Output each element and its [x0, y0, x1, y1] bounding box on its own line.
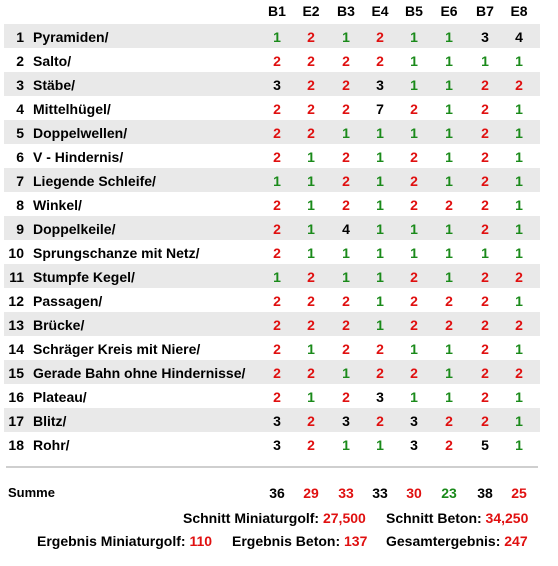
hole-name: Salto/ — [33, 53, 72, 69]
score-cell: 5 — [481, 437, 489, 453]
score-cell: 1 — [515, 221, 523, 237]
score-cell: 2 — [307, 437, 315, 453]
score-cell: 2 — [307, 365, 315, 381]
score-cell: 2 — [515, 77, 523, 93]
score-cell: 2 — [481, 389, 489, 405]
hole-number: 13 — [8, 317, 24, 333]
score-cell: 1 — [342, 437, 350, 453]
score-cell: 3 — [376, 77, 384, 93]
table-row — [4, 48, 540, 72]
score-cell: 1 — [307, 197, 315, 213]
table-row — [4, 312, 540, 336]
score-cell: 2 — [481, 173, 489, 189]
score-cell: 1 — [445, 53, 453, 69]
score-cell: 2 — [342, 101, 350, 117]
score-cell: 2 — [481, 269, 489, 285]
score-cell: 3 — [273, 413, 281, 429]
ergebnis-miniaturgolf-value: 110 — [189, 533, 213, 549]
score-cell: 2 — [307, 317, 315, 333]
score-cell: 2 — [481, 413, 489, 429]
table-row — [4, 72, 540, 96]
score-cell: 1 — [410, 53, 418, 69]
score-cell: 3 — [410, 413, 418, 429]
hole-number: 2 — [16, 53, 24, 69]
score-cell: 1 — [445, 101, 453, 117]
score-cell: 1 — [410, 221, 418, 237]
score-cell: 1 — [445, 77, 453, 93]
score-cell: 1 — [376, 437, 384, 453]
score-cell: 3 — [342, 413, 350, 429]
score-cell: 1 — [273, 269, 281, 285]
score-cell: 2 — [481, 317, 489, 333]
score-cell: 1 — [342, 269, 350, 285]
score-cell: 2 — [273, 149, 281, 165]
table-row — [4, 192, 540, 216]
score-cell: 3 — [273, 437, 281, 453]
score-cell: 2 — [273, 101, 281, 117]
score-cell: 1 — [376, 245, 384, 261]
score-cell: 1 — [410, 29, 418, 45]
score-cell: 2 — [273, 317, 281, 333]
score-cell: 2 — [410, 365, 418, 381]
hole-number: 15 — [8, 365, 24, 381]
summe-value: 38 — [477, 485, 493, 501]
hole-number: 4 — [16, 101, 24, 117]
score-cell: 2 — [515, 365, 523, 381]
score-cell: 3 — [410, 437, 418, 453]
score-cell: 2 — [410, 293, 418, 309]
score-cell: 2 — [273, 125, 281, 141]
table-row — [4, 240, 540, 264]
hole-name: Stumpfe Kegel/ — [33, 269, 135, 285]
hole-number: 3 — [16, 77, 24, 93]
score-cell: 2 — [481, 221, 489, 237]
score-cell: 2 — [342, 197, 350, 213]
score-cell: 2 — [376, 365, 384, 381]
score-cell: 1 — [410, 245, 418, 261]
score-cell: 2 — [515, 269, 523, 285]
hole-number: 6 — [16, 149, 24, 165]
score-cell: 2 — [342, 53, 350, 69]
score-cell: 4 — [342, 221, 350, 237]
column-header-e4: E4 — [371, 3, 389, 19]
column-header-b1: B1 — [268, 3, 286, 19]
table-row — [4, 264, 540, 288]
score-cell: 1 — [515, 149, 523, 165]
score-cell: 1 — [515, 125, 523, 141]
score-cell: 1 — [515, 341, 523, 357]
column-header-b5: B5 — [405, 3, 423, 19]
score-cell: 2 — [410, 269, 418, 285]
score-cell: 1 — [445, 125, 453, 141]
score-cell: 2 — [307, 77, 315, 93]
hole-number: 11 — [9, 269, 24, 285]
score-cell: 1 — [515, 437, 523, 453]
hole-name: Doppelwellen/ — [33, 125, 128, 141]
score-cell: 1 — [376, 293, 384, 309]
score-cell: 2 — [342, 317, 350, 333]
hole-number: 10 — [8, 245, 24, 261]
score-cell: 1 — [445, 245, 453, 261]
column-header-e8: E8 — [510, 3, 528, 19]
hole-number: 16 — [8, 389, 24, 405]
score-cell: 2 — [481, 149, 489, 165]
hole-number: 18 — [8, 437, 24, 453]
summe-value: 36 — [269, 485, 285, 501]
hole-name: Blitz/ — [33, 413, 67, 429]
score-cell: 2 — [376, 413, 384, 429]
score-cell: 2 — [481, 341, 489, 357]
score-cell: 1 — [445, 269, 453, 285]
score-cell: 2 — [481, 365, 489, 381]
score-cell: 2 — [481, 197, 489, 213]
summe-value: 25 — [511, 485, 527, 501]
hole-number: 9 — [16, 221, 24, 237]
score-cell: 3 — [376, 389, 384, 405]
hole-name: Stäbe/ — [33, 77, 76, 93]
score-cell: 1 — [481, 53, 489, 69]
score-cell: 1 — [376, 197, 384, 213]
score-cell: 7 — [376, 101, 384, 117]
table-row — [4, 432, 540, 456]
score-cell: 1 — [481, 245, 489, 261]
score-cell: 1 — [445, 149, 453, 165]
column-header-b7: B7 — [476, 3, 494, 19]
gesamtergebnis-value: 247 — [504, 533, 528, 549]
score-cell: 1 — [515, 245, 523, 261]
hole-name: V - Hindernis/ — [33, 149, 124, 165]
table-row — [4, 384, 540, 408]
summe-value: 30 — [406, 485, 422, 501]
ergebnis-beton-value: 137 — [344, 533, 368, 549]
table-row — [4, 336, 540, 360]
ergebnis-beton-label: Ergebnis Beton: — [232, 533, 341, 549]
score-table — [4, 24, 540, 456]
table-row — [4, 216, 540, 240]
table-divider — [6, 466, 538, 468]
hole-number: 14 — [8, 341, 24, 357]
score-cell: 2 — [342, 389, 350, 405]
score-cell: 2 — [342, 293, 350, 309]
score-cell: 1 — [342, 365, 350, 381]
score-cell: 1 — [307, 245, 315, 261]
score-cell: 2 — [307, 269, 315, 285]
score-cell: 2 — [273, 245, 281, 261]
score-cell: 2 — [307, 125, 315, 141]
gesamtergebnis — [386, 533, 528, 549]
score-cell: 1 — [307, 341, 315, 357]
score-cell: 1 — [445, 173, 453, 189]
score-cell: 2 — [307, 53, 315, 69]
score-cell: 2 — [307, 413, 315, 429]
column-header-e2: E2 — [302, 3, 320, 19]
score-cell: 1 — [376, 317, 384, 333]
score-cell: 1 — [515, 413, 523, 429]
summe-value: 33 — [372, 485, 388, 501]
score-cell: 1 — [273, 173, 281, 189]
score-cell: 2 — [273, 53, 281, 69]
score-cell: 1 — [445, 341, 453, 357]
score-cell: 2 — [376, 53, 384, 69]
summe-label: Summe — [8, 485, 55, 500]
score-cell: 1 — [376, 221, 384, 237]
summe-value: 29 — [303, 485, 319, 501]
score-cell: 1 — [445, 221, 453, 237]
ergebnis-miniaturgolf — [37, 533, 212, 549]
hole-name: Schräger Kreis mit Niere/ — [33, 341, 201, 357]
score-cell: 1 — [307, 173, 315, 189]
hole-number: 17 — [8, 413, 24, 429]
schnitt-beton-label: Schnitt Beton: — [386, 510, 482, 526]
hole-name: Winkel/ — [33, 197, 82, 213]
schnitt-miniaturgolf — [183, 510, 366, 526]
hole-name: Doppelkeile/ — [33, 221, 116, 237]
score-cell: 1 — [376, 269, 384, 285]
schnitt-beton — [386, 510, 528, 526]
table-row — [4, 120, 540, 144]
schnitt-miniaturgolf-value: 27,500 — [322, 510, 366, 526]
score-cell: 1 — [307, 221, 315, 237]
score-cell: 2 — [342, 173, 350, 189]
score-cell: 1 — [342, 245, 350, 261]
score-cell: 3 — [481, 29, 489, 45]
score-cell: 1 — [376, 125, 384, 141]
score-cell: 1 — [410, 389, 418, 405]
score-cell: 1 — [307, 389, 315, 405]
score-cell: 2 — [445, 413, 453, 429]
score-cell: 2 — [273, 341, 281, 357]
score-cell: 1 — [515, 101, 523, 117]
hole-name: Plateau/ — [33, 389, 87, 405]
hole-name: Mittelhügel/ — [33, 101, 111, 117]
table-row — [4, 168, 540, 192]
score-cell: 2 — [273, 221, 281, 237]
summe-value: 33 — [338, 485, 354, 501]
score-cell: 2 — [273, 293, 281, 309]
score-cell: 1 — [410, 77, 418, 93]
score-cell: 1 — [376, 149, 384, 165]
ergebnis-beton — [232, 533, 367, 549]
hole-name: Passagen/ — [33, 293, 103, 309]
score-cell: 2 — [481, 125, 489, 141]
score-cell: 1 — [342, 125, 350, 141]
table-row — [4, 360, 540, 384]
ergebnis-miniaturgolf-label: Ergebnis Miniaturgolf: — [37, 533, 186, 549]
score-cell: 1 — [515, 197, 523, 213]
score-cell: 4 — [515, 29, 523, 45]
column-header-row — [0, 0, 558, 24]
column-header-b3: B3 — [337, 3, 355, 19]
schnitt-beton-value: 34,250 — [485, 510, 529, 526]
hole-number: 5 — [16, 125, 24, 141]
hole-number: 7 — [16, 173, 24, 189]
score-cell: 1 — [445, 365, 453, 381]
score-cell: 1 — [410, 125, 418, 141]
hole-name: Brücke/ — [33, 317, 85, 333]
score-cell: 1 — [342, 29, 350, 45]
score-cell: 2 — [342, 341, 350, 357]
table-row — [4, 408, 540, 432]
score-cell: 2 — [481, 293, 489, 309]
score-cell: 1 — [273, 29, 281, 45]
hole-name: Sprungschanze mit Netz/ — [33, 245, 200, 261]
score-cell: 1 — [445, 29, 453, 45]
score-cell: 2 — [376, 341, 384, 357]
score-cell: 2 — [445, 293, 453, 309]
score-cell: 2 — [307, 293, 315, 309]
table-row — [4, 144, 540, 168]
score-cell: 2 — [410, 101, 418, 117]
score-cell: 2 — [445, 317, 453, 333]
score-cell: 2 — [481, 101, 489, 117]
score-cell: 2 — [307, 101, 315, 117]
hole-number: 8 — [16, 197, 24, 213]
score-cell: 2 — [410, 317, 418, 333]
hole-number: 1 — [16, 29, 24, 45]
table-row — [4, 288, 540, 312]
score-cell: 2 — [273, 197, 281, 213]
column-header-e6: E6 — [440, 3, 458, 19]
score-cell: 2 — [445, 437, 453, 453]
score-cell: 1 — [515, 173, 523, 189]
score-cell: 1 — [515, 53, 523, 69]
gesamtergebnis-label: Gesamtergebnis: — [386, 533, 501, 549]
score-cell: 2 — [410, 173, 418, 189]
hole-name: Rohr/ — [33, 437, 70, 453]
score-cell: 2 — [445, 197, 453, 213]
score-cell: 3 — [273, 77, 281, 93]
score-cell: 1 — [445, 389, 453, 405]
schnitt-miniaturgolf-label: Schnitt Miniaturgolf: — [183, 510, 320, 526]
score-cell: 2 — [307, 29, 315, 45]
score-cell: 2 — [376, 29, 384, 45]
hole-number: 12 — [8, 293, 24, 309]
score-cell: 2 — [481, 77, 489, 93]
score-cell: 2 — [342, 149, 350, 165]
score-cell: 2 — [410, 149, 418, 165]
hole-name: Pyramiden/ — [33, 29, 109, 45]
score-cell: 1 — [307, 149, 315, 165]
hole-name: Liegende Schleife/ — [33, 173, 156, 189]
summe-value: 23 — [441, 485, 457, 501]
hole-name: Gerade Bahn ohne Hindernisse/ — [33, 365, 246, 381]
score-cell: 1 — [410, 341, 418, 357]
table-row — [4, 24, 540, 48]
score-cell: 2 — [410, 197, 418, 213]
score-cell: 1 — [515, 293, 523, 309]
score-cell: 1 — [515, 389, 523, 405]
table-row — [4, 96, 540, 120]
score-cell: 2 — [342, 77, 350, 93]
score-cell: 2 — [273, 365, 281, 381]
score-cell: 2 — [515, 317, 523, 333]
score-cell: 1 — [376, 173, 384, 189]
score-cell: 2 — [273, 389, 281, 405]
